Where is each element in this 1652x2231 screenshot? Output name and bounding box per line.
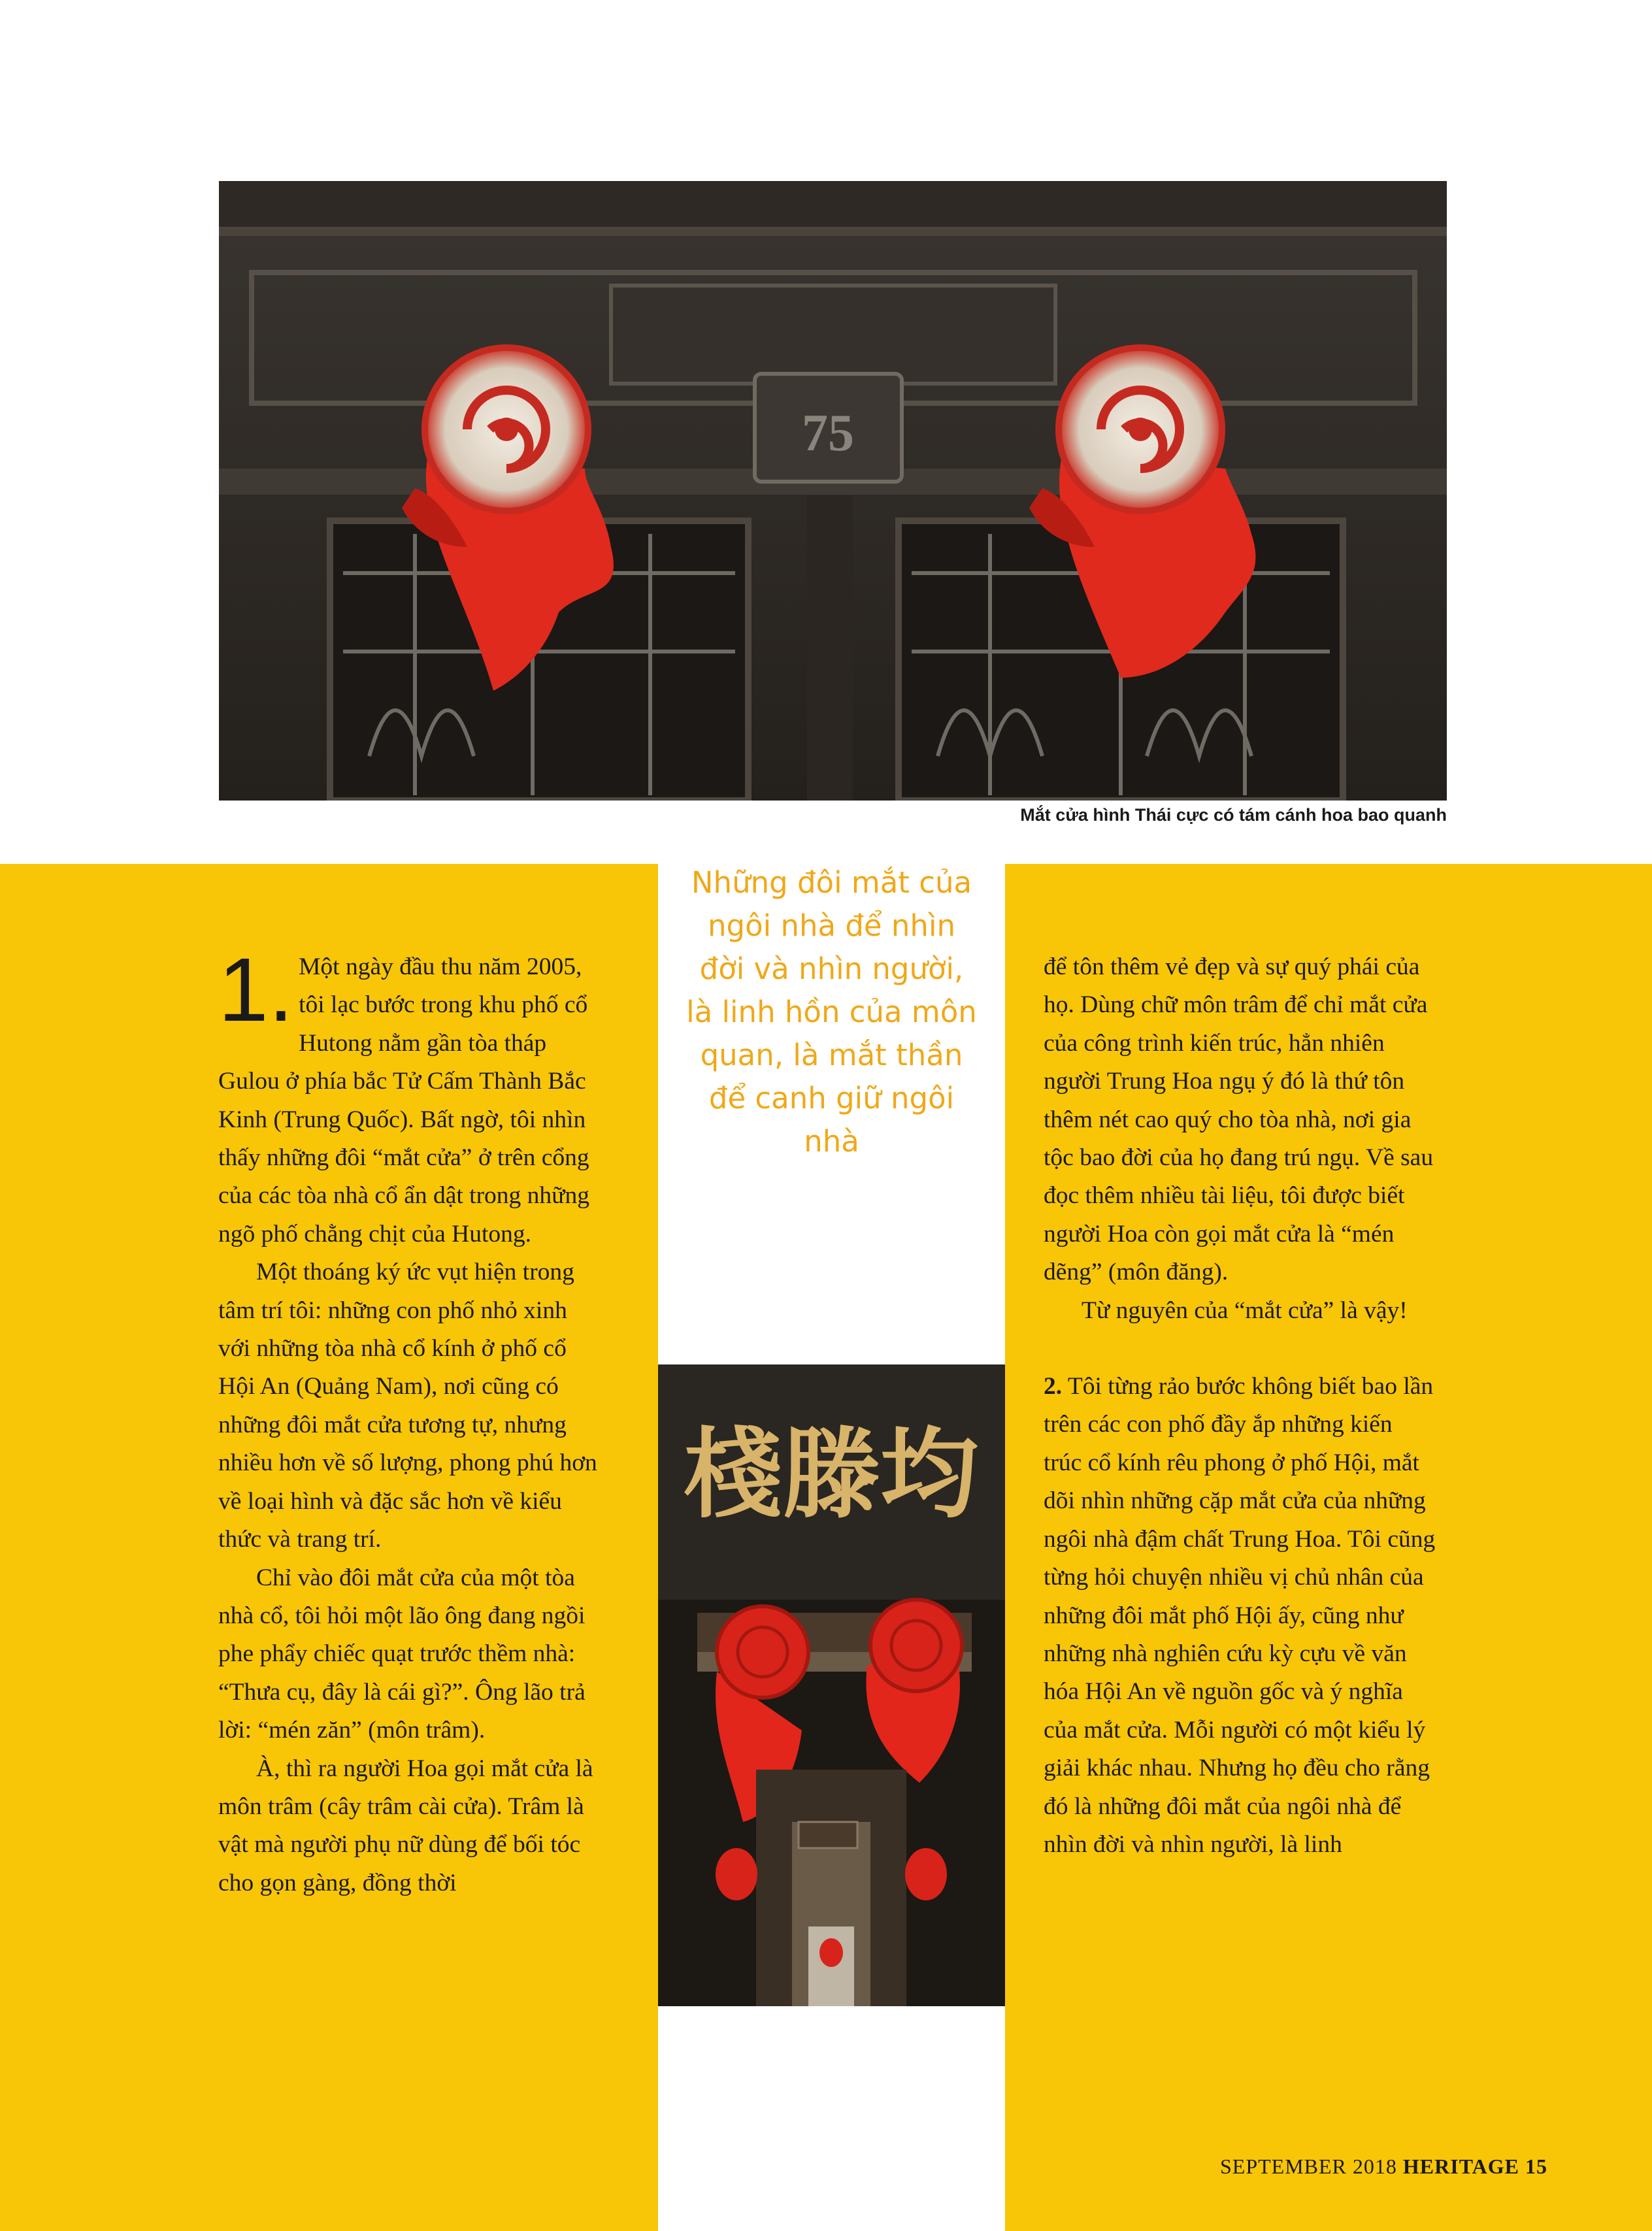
left-column — [218, 940, 597, 1902]
right-column — [1044, 948, 1436, 1864]
section-2-paragraph — [1044, 1368, 1436, 1864]
section-number: 2. — [1044, 1373, 1063, 1400]
photo-caption: Mắt cửa hình Thái cực có tám cánh hoa bao quanh — [1020, 805, 1447, 825]
section-2-text: Tôi từng rảo bước không biết bao lần trên các con phố đầy ắp những kiến trúc cổ kính rêu phong ở phố Hội, mắt dõi nhìn những cặp mắt cửa của những ngôi nhà đậm chất Trung Hoa. Tôi cũng từng hỏi chuyện nhiều vị chủ nhân của những đôi mắt phố Hội ấy, cũng như những nhà nghiên cứu kỳ cựu về văn hóa Hội An về nguồn gốc và ý nghĩa của mắt cửa. Mỗi người có một kiểu lý giải khác nhau. Nhưng họ đều cho rằng đó là những đôi mắt của ngôi nhà để nhìn đời và nhìn người, là linh — [1044, 1373, 1436, 1858]
footer-date: SEPTEMBER 2018 — [1219, 2155, 1397, 2178]
signboard-photo — [658, 1364, 1005, 2006]
paragraph: Một thoáng ký ức vụt hiện trong tâm trí tôi: những con phố nhỏ xinh với những tòa nhà cổ kính ở phố cổ Hội An (Quảng Nam), nơi cũng có những đôi mắt cửa tương tự, nhưng nhiều hơn về số lượng, phong phú hơn về loại hình và đặc sắc hơn về kiểu thức và trang trí. — [218, 1259, 597, 1553]
section-gap — [1044, 1330, 1436, 1368]
drop-cap: 1. — [218, 940, 294, 1040]
footer-magazine: HERITAGE — [1402, 2155, 1519, 2178]
paragraph: À, thì ra người Hoa gọi mắt cửa là môn trâm (cây trâm cài cửa). Trâm là vật mà người phụ nữ dùng để bối tóc cho gọn gàng, đồng thời — [218, 1755, 593, 1896]
page-footer — [1220, 2155, 1547, 2179]
door-eyes-photo — [219, 181, 1447, 801]
paragraph: Một ngày đầu thu năm 2005, tôi lạc bước trong khu phố cổ Hutong nằm gần tòa tháp Gulou ở phía bắc Tử Cấm Thành Bắc Kinh (Trung Quốc). Bất ngờ, tôi nhìn thấy những đôi “mắt cửa” ở trên cổng của các tòa nhà cổ ẩn dật trong những ngõ phố chằng chịt của Hutong. — [218, 953, 590, 1248]
house-number: 75 — [802, 405, 854, 462]
paragraph: Từ nguyên của “mắt cửa” là vậy! — [1082, 1297, 1408, 1324]
paragraph: Chỉ vào đôi mắt cửa của một tòa nhà cổ, tôi hỏi một lão ông đang ngồi phe phẩy chiếc quạt trước thềm nhà: “Thưa cụ, đây là cái gì?”. Ông lão trả lời: “mén zăn” (môn trâm). — [218, 1564, 586, 1744]
paragraph: để tôn thêm vẻ đẹp và sự quý phái của họ. Dùng chữ môn trâm để chỉ mắt cửa của công trình kiến trúc, hẳn nhiên người Trung Hoa ngụ ý đó là thứ tôn thêm nét cao quý cho tòa nhà, nơi gia tộc bao đời của họ đang trú ngụ. Về sau đọc thêm nhiều tài liệu, tôi được biết người Hoa còn gọi mắt cửa là “mén dẽng” (môn đăng). — [1044, 953, 1434, 1286]
signboard-chars: 棧滕均 — [684, 1417, 979, 1532]
page-number: 15 — [1525, 2155, 1547, 2178]
pull-quote: Những đôi mắt của ngôi nhà để nhìn đời và nhìn người, là linh hồn của môn quan, là mắt thần để canh giữ ngôi nhà — [686, 865, 977, 1159]
